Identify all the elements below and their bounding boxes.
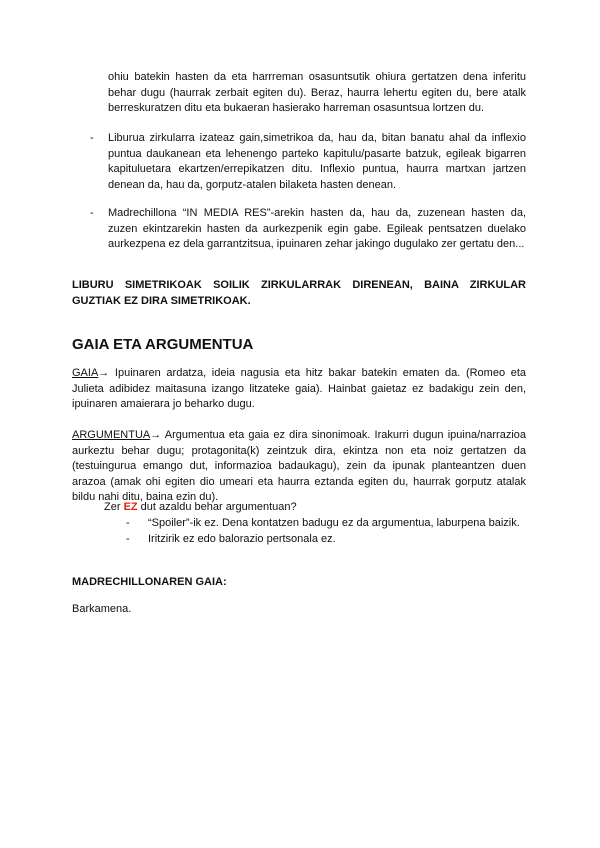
intro-continuation-paragraph: ohiu batekin hasten da eta harrreman osasuntsutik ohiura gertatzen dena inferitu behar dugu (haurrak zerbait egiten du). Beraz, haurra lehertu egiten du, bere atalk berreskuratzen ditu eta bukaeran hasierako harreman osasuntsua lortzen du.: [108, 71, 526, 114]
sub-list-dash: -: [126, 517, 130, 529]
bullet-text: Liburua zirkularra izateaz gain,simetrikoa da, hau da, bitan banatu ahal da inflexio puntua daukanean eta lehenengo parteko kapitulu/pasarte batzuk, egileak bigarren kapituluetara ekartzen/errepikatzen ditu. Inflexio puntua, haurra martxan jartzen denean da, hau da, gorputz-atalen bilaketa hasten denean.: [108, 132, 526, 191]
bullet-item-symmetry: [90, 131, 526, 193]
gaia-paragraph: [72, 366, 526, 413]
argumentua-arrow: →: [150, 429, 162, 441]
question-highlight: EZ: [123, 501, 138, 513]
question-before: Zer: [104, 501, 124, 513]
gaia-term: GAIA: [72, 367, 99, 379]
bullet-text: Madrechillona “IN MEDIA RES”-arekin hasten da, hau da, zuzenean hasten da, zuzen ekintzarekin hasten da aurkezpenik egin gabe. Egileak pentsatzen duelako aurkezpena ez dela garrantzitsua, ipuinaren zehar jakingo dugulako zer gertatu den...: [108, 207, 526, 250]
argumentua-term: ARGUMENTUA: [72, 429, 151, 441]
subheading: MADRECHILLONAREN GAIA:: [72, 576, 227, 588]
sub-list-item-opinion: [126, 532, 336, 548]
argumentua-text: Argumentua eta gaia ez dira sinonimoak. Irakurri dugun ipuina/narrazioa aurkeztu behar dugu; protagonita(k) zeintzuk dira, ekintza non eta noiz gertatzen da (testuingurua emango dut, informazioa badaukagu), zein da ipunak planteantzen duen arazoa (amak ohi egiten dio umeari eta haurra eztanda egiten du, haurrak gorputz atalak bildu nahi ditu, baina ezin du).: [72, 429, 526, 503]
bold-statement: LIBURU SIMETRIKOAK SOILIK ZIRKULARRAK DIRENEAN, BAINA ZIRKULAR GUZTIAK EZ DIRA SIMETRIKOAK.: [72, 279, 526, 307]
gaia-arrow: →: [98, 367, 110, 379]
bullet-dash: -: [90, 132, 94, 144]
sub-list-dash: -: [126, 533, 130, 545]
sub-list-text: “Spoiler”-ik ez. Dena kontatzen badugu ez da argumentua, laburpena baizik.: [148, 517, 520, 529]
bullet-dash: -: [90, 207, 94, 219]
question-after: dut azaldu behar argumentuan?: [137, 501, 297, 513]
sub-list-text: Iritzirik ez edo balorazio pertsonala ez.: [148, 533, 336, 545]
argumentua-paragraph: [72, 428, 526, 506]
bullet-item-in-media-res: [90, 206, 526, 253]
sub-list-item-spoiler: [126, 516, 520, 532]
gaia-text: Ipuinaren ardatza, ideia nagusia eta hitz bakar batekin ematen da. (Romeo eta Julieta adibidez maitasuna izango litzateke gaia). Hainbat gaietaz ez badakigu zein den, ipuinaren amaierara jo beharko dugu.: [72, 367, 526, 410]
question-line: [104, 500, 297, 516]
final-text: Barkamena.: [72, 603, 132, 615]
section-heading: GAIA ETA ARGUMENTUA: [72, 336, 254, 353]
